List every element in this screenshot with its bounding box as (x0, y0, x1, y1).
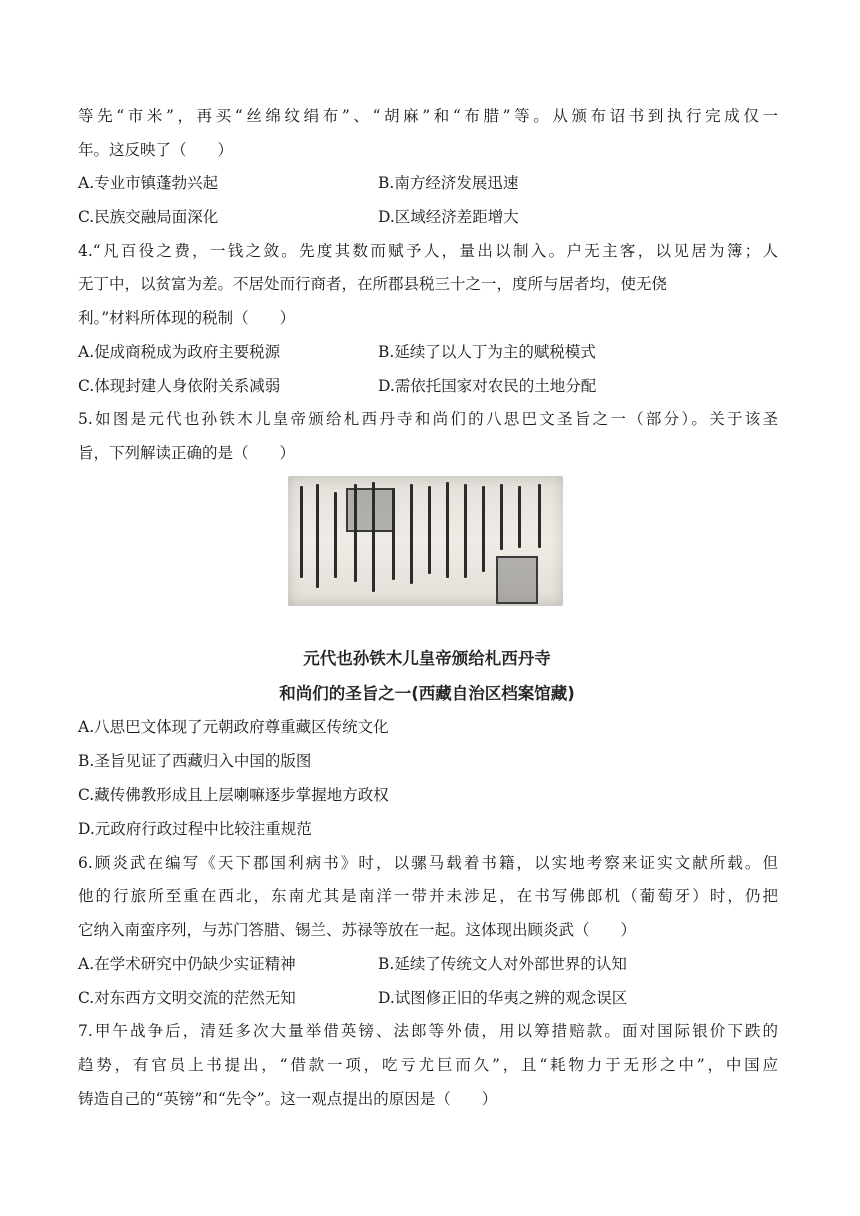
script-column (500, 484, 503, 550)
q4-stem-line-1: 4.“凡百役之费，一钱之敛。先度其数而赋予人，量出以制入。户无主客，以见居为簿；人 (78, 242, 778, 260)
q3-option-b[interactable]: B.南方经济发展迅速 (378, 174, 519, 192)
script-column (446, 482, 449, 578)
script-column (410, 484, 413, 584)
script-column (300, 486, 303, 578)
figure-caption-line-2: 和尚们的圣旨之一(西藏自治区档案馆藏) (279, 684, 575, 703)
figure-caption-line-1: 元代也孙铁木儿皇帝颁给札西丹寺 (303, 649, 551, 668)
q6-stem-line-3: 它纳入南蛮序列，与苏门答腊、锡兰、苏禄等放在一起。这体现出顾炎武（ ） (78, 921, 637, 939)
script-column (392, 488, 395, 580)
script-column (464, 484, 467, 578)
edict-photo (288, 476, 563, 606)
q3-option-a[interactable]: A.专业市镇蓬勃兴起 (78, 174, 219, 192)
q5-option-d[interactable]: D.元政府行政过程中比较注重规范 (78, 820, 312, 838)
script-column (518, 486, 521, 548)
q5-option-c[interactable]: C.藏传佛教形成且上层喇嘛逐步掌握地方政权 (78, 786, 389, 804)
q4-option-b[interactable]: B.延续了以人丁为主的赋税模式 (378, 343, 596, 361)
q3-stem-line-2: 年。这反映了（ ） (78, 141, 234, 159)
q3-stem-line-1: 等先“市米”，再买“丝绵纹绢布”、“胡麻”和“布腊”等。从颁布诏书到执行完成仅一 (78, 107, 778, 125)
q5-stem-line-1: 5.如图是元代也孙铁木儿皇帝颁给札西丹寺和尚们的八思巴文圣旨之一（部分）。关于该圣 (78, 410, 778, 428)
script-column (334, 492, 337, 578)
edict-figure (246, 468, 608, 708)
q7-stem-line-1: 7.甲午战争后，清廷多次大量举借英镑、法郎等外债，用以筹措赔款。面对国际银价下跌的 (78, 1022, 778, 1040)
q5-option-a[interactable]: A.八思巴文体现了元朝政府尊重藏区传统文化 (78, 718, 389, 736)
script-column (538, 484, 541, 548)
q6-option-b[interactable]: B.延续了传统文人对外部世界的认知 (378, 955, 627, 973)
q4-option-a[interactable]: A.促成商税成为政府主要税源 (78, 343, 281, 361)
q5-stem-line-2: 旨，下列解读正确的是（ ） (78, 444, 296, 462)
q6-stem-line-1: 6.顾炎武在编写《天下郡国利病书》时，以骡马载着书籍，以实地考察来证实文献所载。但 (78, 854, 778, 872)
q5-option-b[interactable]: B.圣旨见证了西藏归入中国的版图 (78, 752, 312, 770)
q4-option-d[interactable]: D.需依托国家对农民的土地分配 (378, 377, 597, 395)
q3-option-c[interactable]: C.民族交融局面深化 (78, 208, 219, 226)
q6-option-c[interactable]: C.对东西方文明交流的茫然无知 (78, 989, 296, 1007)
q4-stem-line-2: 无丁中，以贫富为差。不居处而行商者，在所郡县税三十之一，度所与居者均，使无侥 (78, 275, 668, 293)
q4-option-c[interactable]: C.体现封建人身依附关系减弱 (78, 377, 281, 395)
q6-option-a[interactable]: A.在学术研究中仍缺少实证精神 (78, 955, 296, 973)
q4-stem-line-3: 利。”材料所体现的税制（ ） (78, 309, 296, 327)
script-column (482, 486, 485, 572)
script-column (428, 486, 431, 574)
q7-stem-line-3: 铸造自己的“英镑”和“先令”。这一观点提出的原因是（ ） (78, 1090, 498, 1108)
q3-option-d[interactable]: D.区域经济差距增大 (378, 208, 519, 226)
script-column (372, 482, 375, 592)
seal-mark-lower (496, 556, 538, 604)
q6-stem-line-2: 他的行旅所至重在西北，东南尤其是南洋一带并未涉足，在书写佛郎机（葡萄牙）时，仍把 (78, 887, 778, 905)
script-column (316, 484, 319, 588)
script-column (354, 484, 357, 582)
q6-option-d[interactable]: D.试图修正旧的华夷之辨的观念误区 (378, 989, 628, 1007)
q7-stem-line-2: 趋势，有官员上书提出，“借款一项，吃亏尤巨而久”，且“耗物力于无形之中”，中国应 (78, 1056, 778, 1074)
